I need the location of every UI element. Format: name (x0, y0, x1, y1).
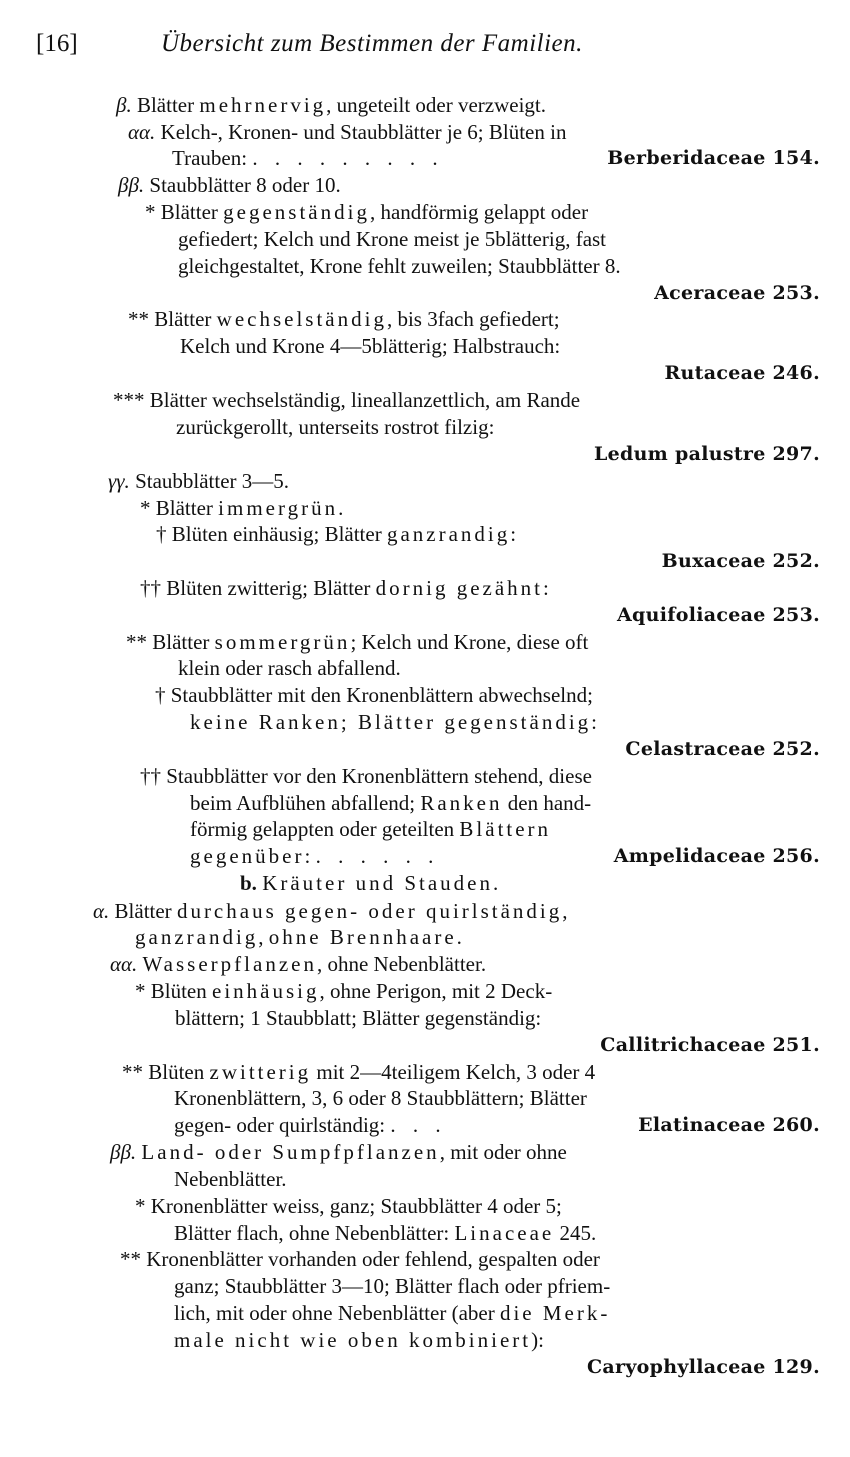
text-run: ** Blüten (122, 1060, 210, 1084)
text-run: zurückgerollt, unterseits rostrot filzig: (176, 415, 495, 439)
family-name: Aceraceae 253. (654, 282, 820, 304)
family-name: Caryophyllaceae 129. (587, 1356, 820, 1378)
key-line (0, 546, 850, 576)
family-name: Callitrichaceae 251. (600, 1034, 820, 1056)
key-line (0, 653, 850, 683)
text-run: immergrün (218, 496, 339, 520)
line-text (120, 1244, 600, 1274)
key-line (0, 143, 850, 173)
key-marker: αα. (110, 952, 143, 976)
key-line (0, 976, 850, 1006)
key-line (0, 1030, 850, 1060)
text-run: Ranken (420, 791, 503, 815)
line-text (176, 412, 494, 442)
line-text (113, 385, 580, 415)
line-text (174, 1271, 610, 1301)
line-text (140, 761, 592, 791)
text-run: * Kronenblätter weiss, ganz; Staubblätter 4 oder 5; (135, 1194, 562, 1218)
text-run: : (591, 710, 598, 734)
key-line (0, 224, 850, 254)
key-line (0, 1137, 850, 1167)
text-run: Kronenblättern, 3, 6 oder 8 Staubblättern; Blätter (174, 1086, 587, 1110)
line-text (178, 653, 401, 683)
line-text (174, 1164, 287, 1194)
text-run: , bis 3fach gefiedert; (386, 307, 560, 331)
text-run: . . . . . . (315, 844, 440, 868)
line-text (175, 1003, 541, 1033)
line-text (174, 1298, 610, 1328)
family-name: Buxaceae 252. (661, 550, 820, 572)
line-text (140, 573, 549, 603)
text-run: : (543, 576, 549, 600)
page-header (36, 30, 810, 70)
key-line (0, 385, 850, 415)
text-run: * Blüten (135, 979, 212, 1003)
text-run: Land- oder Sumpfpflanzen (141, 1140, 440, 1164)
text-run: Blätter (114, 899, 177, 923)
key-line (0, 1164, 850, 1194)
key-line (0, 949, 850, 979)
key-marker: ββ. (110, 1140, 142, 1164)
text-run: mehrnervig (199, 93, 327, 117)
text-run: : (304, 844, 316, 868)
text-run: förmig gelappten oder geteilten (190, 817, 460, 841)
key-line (0, 412, 850, 442)
line-text (135, 1191, 562, 1221)
page-number: [16] (36, 30, 78, 57)
text-run: Kelch und Krone 4—5blätterig; Halbstrauch: (180, 334, 561, 358)
line-text (108, 466, 289, 496)
key-line (0, 1352, 850, 1382)
key-line (0, 841, 850, 871)
text-run: ganzrandig (135, 925, 259, 949)
text-run: *** Blätter wechselständig, lineallanzettlich, am Rande (113, 388, 581, 412)
text-run: Blättern (459, 817, 552, 841)
line-text (190, 707, 597, 737)
text-run: male nicht wie oben kombiniert (174, 1328, 532, 1352)
family-name: Berberidaceae 154. (607, 147, 820, 169)
family-name: Rutaceae 246. (664, 362, 820, 384)
line-text (180, 331, 560, 361)
text-run: zwitterig (209, 1060, 312, 1084)
key-line (0, 519, 850, 549)
line-text (145, 197, 588, 227)
line-text (110, 949, 486, 979)
key-line (0, 1298, 850, 1328)
key-line (0, 331, 850, 361)
text-run: , ohne Nebenblätter. (316, 952, 487, 976)
text-run: ganzrandig (386, 522, 511, 546)
line-text (110, 1137, 567, 1167)
key-line (0, 573, 850, 603)
key-line (0, 197, 850, 227)
text-run: keine Ranken; Blätter gegenständig (190, 710, 592, 734)
key-line (0, 734, 850, 764)
text-run: Trauben: (172, 146, 253, 170)
key-line (0, 1110, 850, 1140)
text-run: b. (240, 871, 263, 895)
family-name: Celastraceae 252. (625, 738, 820, 760)
key-marker: αα. (128, 120, 161, 144)
text-run: ganz; Staubblätter 3—10; Blätter flach oder pfriem- (174, 1274, 611, 1298)
running-title: Übersicht zum Bestimmen der Familien. (161, 30, 583, 57)
family-name: Ampelidaceae 256. (613, 845, 820, 867)
text-run: gegenüber (190, 844, 305, 868)
text-run: . . . . . . . . . (252, 146, 444, 170)
text-run: Staubblätter 8 oder 10. (149, 173, 341, 197)
line-text (178, 224, 606, 254)
key-line (0, 358, 850, 388)
line-text (116, 90, 546, 120)
key-line (0, 1083, 850, 1113)
text-run: Kelch-, Kronen- und Staubblätter je 6; Blüten in (160, 120, 567, 144)
text-run: beim Aufblühen abfallend; (190, 791, 421, 815)
key-line (0, 1003, 850, 1033)
text-run: , ungeteilt oder verzweigt. (326, 93, 547, 117)
key-line (0, 170, 850, 200)
text-run: gegenständig (223, 200, 370, 224)
key-line (0, 304, 850, 334)
text-run: , ohne Perigon, mit 2 Deck- (319, 979, 553, 1003)
text-run: einhäusig (212, 979, 320, 1003)
line-text (135, 976, 552, 1006)
key-line (0, 466, 850, 496)
text-run: die Merk- (499, 1301, 611, 1325)
text-run: Blätter flach, ohne Nebenblätter: (174, 1221, 455, 1245)
line-text (128, 304, 560, 334)
line-text (172, 143, 444, 173)
key-marker: γγ. (108, 469, 136, 493)
line-text (118, 170, 341, 200)
text-run: . . . (390, 1113, 447, 1137)
text-run: Kräuter und Stauden. (262, 871, 502, 895)
text-run: lich, mit oder ohne Nebenblätter (aber (174, 1301, 500, 1325)
family-name: Aquifoliaceae 253. (617, 604, 820, 626)
text-run: Staubblätter 3—5. (135, 469, 290, 493)
text-run: . (456, 925, 462, 949)
text-run: 245. (554, 1221, 597, 1245)
text-run: ; Kelch und Krone, diese oft (350, 630, 589, 654)
key-line (0, 680, 850, 710)
family-name: Elatinaceae 260. (638, 1114, 820, 1136)
text-run: † Blüten einhäusig; Blätter (156, 522, 387, 546)
key-line (0, 90, 850, 120)
text-run: †† Staubblätter vor den Kronenblättern stehend, diese (140, 764, 592, 788)
line-text (240, 868, 501, 898)
key-line (0, 868, 850, 898)
key-line (0, 922, 850, 952)
text-run: , (258, 925, 269, 949)
text-run: wechselständig (216, 307, 387, 331)
text-run: blättern; 1 Staubblatt; Blätter gegenständig: (175, 1006, 542, 1030)
text-run: †† Blüten zwitterig; Blätter (140, 576, 376, 600)
key-marker: ββ. (118, 173, 150, 197)
family-name: Ledum palustre 297. (593, 443, 820, 465)
text-run: ** Blätter (128, 307, 217, 331)
line-text (155, 680, 593, 710)
text-run: ohne Brennhaare (268, 925, 457, 949)
text-run: den hand- (502, 791, 592, 815)
text-run: ): (531, 1328, 544, 1352)
key-marker: β. (116, 93, 137, 117)
text-run: ** Blätter (126, 630, 215, 654)
line-text (178, 251, 621, 281)
key-line (0, 1191, 850, 1221)
text-run: gegen- oder quirlständig: (174, 1113, 391, 1137)
text-run: † Staubblätter mit den Kronenblättern abwechselnd; (155, 683, 593, 707)
key-line (0, 1325, 850, 1355)
text-run: : (510, 522, 517, 546)
text-run: . (338, 496, 344, 520)
text-run: * Blätter (140, 496, 219, 520)
line-text (174, 1083, 587, 1113)
key-marker: α. (93, 899, 115, 923)
text-run: * Blätter (145, 200, 224, 224)
line-text (190, 841, 439, 871)
text-run: gefiedert; Kelch und Krone meist je 5blätterig, fast (178, 227, 607, 251)
text-run: klein oder rasch abfallend. (178, 656, 401, 680)
line-text (174, 1110, 447, 1140)
text-run: mit 2—4teiligem Kelch, 3 oder 4 (311, 1060, 596, 1084)
line-text (174, 1325, 544, 1355)
key-line (0, 814, 850, 844)
text-run: Blätter (136, 93, 200, 117)
text-run: sommergrün (214, 630, 351, 654)
text-run: gleichgestaltet, Krone fehlt zuweilen; Staubblätter 8. (178, 254, 621, 278)
key-line (0, 439, 850, 469)
key-line (0, 707, 850, 737)
text-run: ** Kronenblätter vorhanden oder fehlend, gespalten oder (120, 1247, 600, 1271)
text-run: , handförmig gelappt oder (369, 200, 589, 224)
key-line (0, 1244, 850, 1274)
text-run: Wasserpflanzen (142, 952, 317, 976)
key-line (0, 600, 850, 630)
text-run: dornig gezähnt (375, 576, 543, 600)
text-run: Nebenblätter. (174, 1167, 287, 1191)
line-text (190, 814, 551, 844)
line-text (135, 922, 462, 952)
text-run: , mit oder ohne (439, 1140, 567, 1164)
text-run: , (562, 899, 568, 923)
text-run: Linaceae (454, 1221, 555, 1245)
line-text (156, 519, 516, 549)
key-line (0, 761, 850, 791)
text-run: durchaus gegen- oder quirlständig (176, 899, 563, 923)
key-line (0, 251, 850, 281)
key-line (0, 1271, 850, 1301)
